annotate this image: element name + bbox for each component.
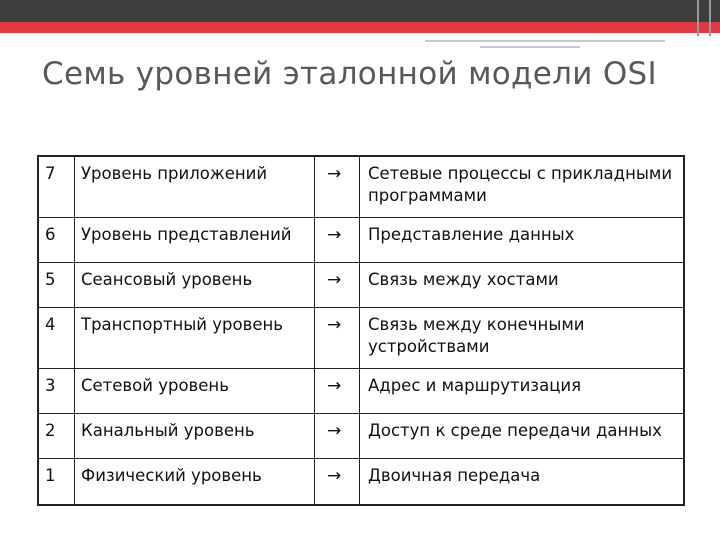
- layer-number: 3: [38, 369, 75, 414]
- decorative-divider: [709, 0, 711, 36]
- table-row: [38, 156, 684, 218]
- table-row: [38, 263, 684, 308]
- table-row: [38, 369, 684, 414]
- header-dark-bar: [0, 0, 720, 22]
- arrow-icon: [315, 156, 360, 218]
- arrow-icon: →: [327, 315, 342, 335]
- arrow-icon: [315, 308, 360, 369]
- layer-number: 7: [38, 156, 75, 218]
- layer-function: Адрес и маршрутизация: [360, 369, 685, 414]
- layer-number: 5: [38, 263, 75, 308]
- arrow-icon: [315, 459, 360, 506]
- arrow-icon: [315, 414, 360, 459]
- layer-number: 2: [38, 414, 75, 459]
- layer-name: Уровень представлений: [75, 218, 315, 263]
- decorative-divider: [697, 0, 699, 36]
- table-row: [38, 459, 684, 506]
- table-row: [38, 218, 684, 263]
- arrow-icon: →: [327, 466, 342, 486]
- arrow-icon: →: [327, 270, 342, 290]
- layer-function: Представление данных: [360, 218, 685, 263]
- osi-layers-table: [37, 155, 685, 506]
- arrow-icon: [315, 263, 360, 308]
- layer-number: 4: [38, 308, 75, 369]
- layer-name: Сеансовый уровень: [75, 263, 315, 308]
- layer-name: Транспортный уровень: [75, 308, 315, 369]
- layer-function: Двоичная передача: [360, 459, 685, 506]
- layer-number: 1: [38, 459, 75, 506]
- arrow-icon: →: [327, 225, 342, 245]
- decorative-line: [480, 46, 580, 48]
- layer-function: Доступ к среде передачи данных: [360, 414, 685, 459]
- arrow-icon: →: [327, 376, 342, 396]
- arrow-icon: [315, 369, 360, 414]
- layer-number: 6: [38, 218, 75, 263]
- header-accent-bar: [0, 22, 720, 33]
- arrow-icon: →: [327, 164, 342, 184]
- arrow-icon: [315, 218, 360, 263]
- layer-name: Канальный уровень: [75, 414, 315, 459]
- layer-name: Физический уровень: [75, 459, 315, 506]
- layer-function: Связь между хостами: [360, 263, 685, 308]
- slide-title: Семь уровней эталонной модели OSI: [42, 56, 657, 92]
- arrow-icon: →: [327, 421, 342, 441]
- layer-name: Сетевой уровень: [75, 369, 315, 414]
- layer-name: Уровень приложений: [75, 156, 315, 218]
- decorative-line: [425, 40, 665, 42]
- table-row: [38, 414, 684, 459]
- layer-function: Сетевые процессы с прикладными программами: [360, 156, 685, 218]
- table-row: [38, 308, 684, 369]
- layer-function: Связь между конечными устройствами: [360, 308, 685, 369]
